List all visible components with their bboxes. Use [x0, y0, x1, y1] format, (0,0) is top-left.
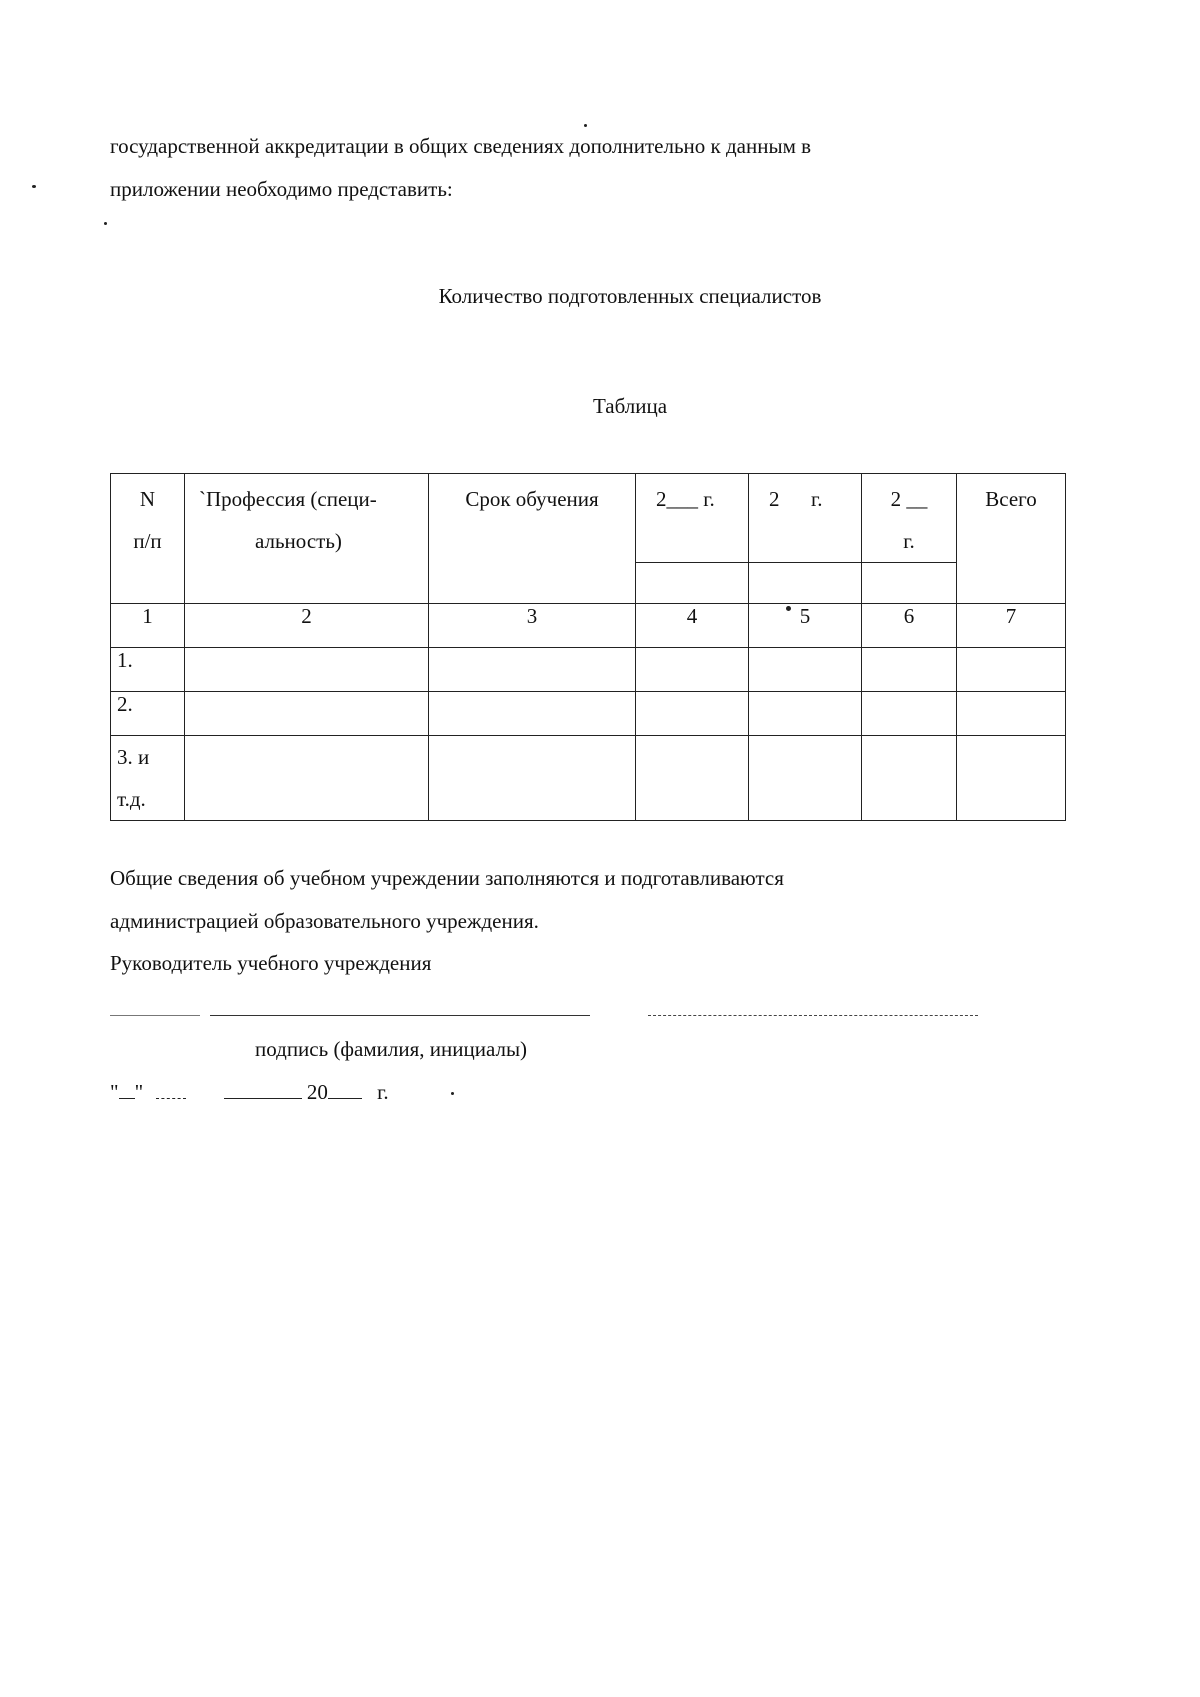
footer-line-1: Общие сведения об учебном учреждении заполняются и подготавливаются — [110, 866, 784, 890]
row-cell-year-2 — [749, 736, 862, 821]
table-row — [111, 692, 1066, 736]
date-close-quote: " — [134, 1080, 144, 1104]
signature-caption: подпись (фамилия, инициалы) — [255, 1037, 528, 1061]
specialists-table — [110, 473, 1066, 821]
row-cell-total — [957, 736, 1066, 821]
month-blank — [224, 1080, 302, 1099]
column-number: 7 — [957, 604, 1066, 648]
signature-line-left — [110, 1015, 200, 1016]
table-label: Таблица — [592, 394, 668, 418]
header-year-3: 2 __ г. — [862, 474, 957, 563]
header-year-1: 2___ г. — [636, 474, 749, 563]
row-cell-year-1 — [636, 736, 749, 821]
day-blank — [119, 1080, 135, 1099]
table-row — [111, 648, 1066, 692]
scan-speck — [32, 185, 36, 188]
year-prefix: 20 — [306, 1080, 328, 1104]
date-open-quote: " — [110, 1080, 119, 1104]
row-number: 1. — [111, 648, 185, 692]
year-suffix: г. — [377, 1080, 389, 1104]
header-total: Всего — [957, 474, 1066, 604]
header-year-3-sub — [862, 563, 957, 604]
column-number: 5 — [749, 604, 862, 648]
row-cell-duration — [429, 736, 636, 821]
row-number: 2. — [111, 692, 185, 736]
column-number: 3 — [429, 604, 636, 648]
row-cell-year-3 — [862, 692, 957, 736]
header-year-2: 2 г. — [749, 474, 862, 563]
scan-speck — [786, 606, 791, 611]
row-number: 3. и т.д. — [111, 736, 185, 821]
table-row — [111, 736, 1066, 821]
row-cell-year-1 — [636, 692, 749, 736]
footer-line-3: Руководитель учебного учреждения — [110, 951, 432, 975]
footer-line-2: администрацией образовательного учреждения. — [110, 909, 539, 933]
row-cell-profession — [185, 692, 429, 736]
row-cell-total — [957, 692, 1066, 736]
row-cell-year-2 — [749, 692, 862, 736]
scan-speck — [584, 124, 587, 127]
name-line — [648, 1015, 978, 1016]
header-year-2-sub — [749, 563, 862, 604]
scan-speck — [104, 222, 107, 225]
intro-line-2: приложении необходимо представить: — [110, 177, 453, 201]
row-cell-total — [957, 648, 1066, 692]
header-year-1-sub — [636, 563, 749, 604]
row-cell-profession — [185, 736, 429, 821]
row-cell-duration — [429, 648, 636, 692]
scan-speck — [451, 1092, 454, 1095]
row-cell-year-1 — [636, 648, 749, 692]
header-duration: Срок обучения — [429, 474, 636, 604]
column-number: 1 — [111, 604, 185, 648]
signature-line — [210, 1015, 590, 1016]
date-field — [110, 1080, 389, 1105]
header-profession: `Профессия (специ- альность) — [185, 474, 429, 604]
row-cell-year-3 — [862, 736, 957, 821]
row-cell-duration — [429, 692, 636, 736]
column-number: 6 — [862, 604, 957, 648]
row-cell-year-2 — [749, 648, 862, 692]
row-cell-profession — [185, 648, 429, 692]
intro-line-1: государственной аккредитации в общих сведениях дополнительно к данным в — [110, 134, 812, 158]
row-cell-year-3 — [862, 648, 957, 692]
month-blank-short — [156, 1080, 186, 1099]
year-blank — [328, 1080, 362, 1099]
table-heading: Количество подготовленных специалистов — [438, 284, 822, 308]
column-number: 2 — [185, 604, 429, 648]
header-num: N п/п — [111, 474, 185, 604]
column-number: 4 — [636, 604, 749, 648]
